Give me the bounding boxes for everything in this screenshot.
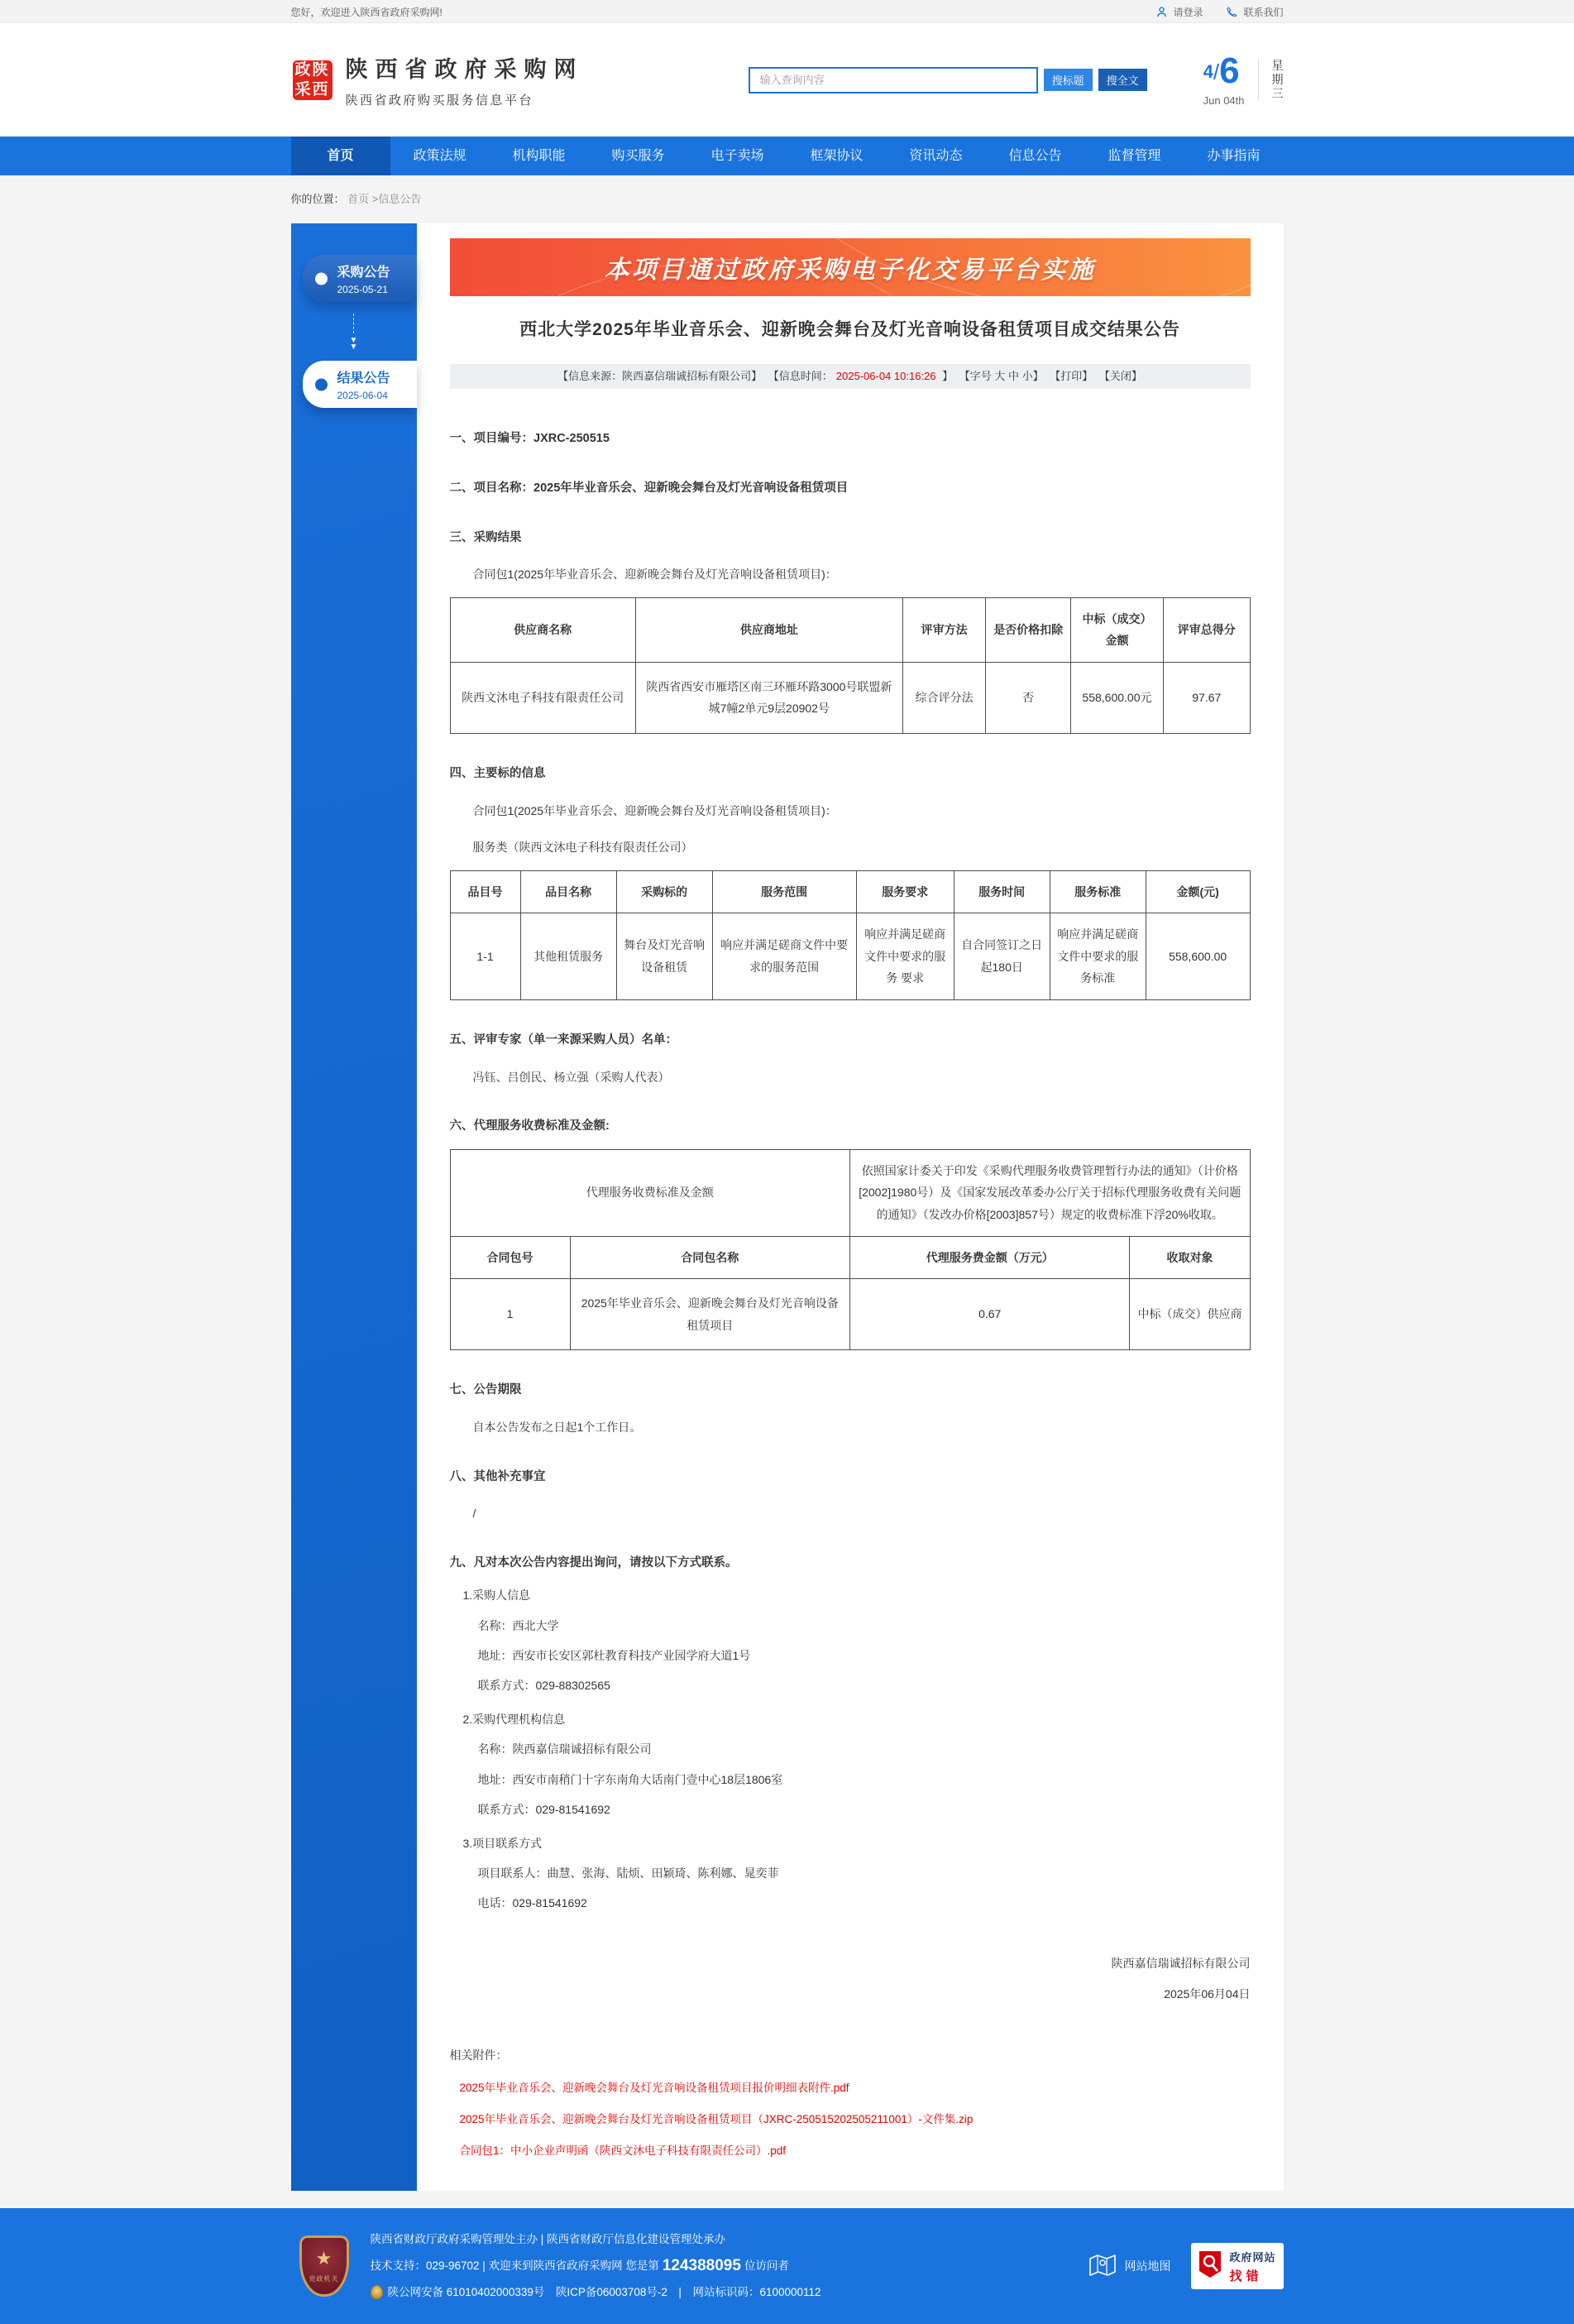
date-day: 6 [1219, 50, 1240, 91]
purchaser-address: 地址：西安市长安区郭杜教育科技产业园学府大道1号 [477, 1648, 751, 1662]
company-signature: 陕西嘉信瑞诚招标有限公司 [1111, 1957, 1251, 1971]
col-header: 金额(元) [1146, 870, 1250, 913]
review-score: 97.67 [1164, 662, 1250, 733]
result-table [450, 597, 1251, 734]
attachment-link[interactable]: 2025年毕业音乐会、迎新晚会舞台及灯光音响设备租赁项目（JXRC-250515202505211001）-文件集.zip [459, 2113, 974, 2126]
header [0, 23, 1574, 137]
section-agency-fee-heading: 六、代理服务收费标准及金额: [449, 1119, 610, 1133]
col-header: 供应商名称 [450, 597, 635, 662]
col-header: 供应商地址 [635, 597, 902, 662]
font-size-controls[interactable]: 【字号 大 中 小】 [959, 370, 1044, 382]
footer-gap [0, 2191, 1574, 2208]
support-text: 技术支持：029-96702 | 欢迎来到陕西省政府采购网 您是第 [370, 2259, 659, 2272]
col-header: 品目号 [450, 870, 520, 913]
nav-item-news[interactable]: 资讯动态 [909, 149, 963, 163]
visitor-count: 124388095 [662, 2256, 741, 2274]
footer-support-line [371, 2255, 821, 2278]
signature-date: 2025年06月04日 [1164, 1986, 1251, 2001]
item-number: 1-1 [450, 913, 520, 1000]
table-row [450, 662, 1250, 733]
topbar [0, 0, 1574, 23]
bullet-dot-icon [315, 272, 328, 285]
visitor-suffix: 位访问者 [744, 2259, 789, 2272]
nav-item-framework-agreement[interactable]: 框架协议 [810, 149, 864, 163]
project-contacts: 项目联系人：曲慧、张海、陆烦、田颖琦、陈利娜、晁奕菲 [477, 1866, 779, 1881]
breadcrumb-separator: > [371, 193, 379, 205]
service-standard: 响应并满足磋商文件中要求的服务标准 [1050, 913, 1146, 1000]
bullet-dot-icon [315, 378, 328, 391]
attachments-title: 相关附件： [449, 2048, 508, 2063]
col-header: 收取对象 [1130, 1236, 1250, 1279]
attachment-link[interactable]: 2025年毕业音乐会、迎新晚会舞台及灯光音响设备租赁项目报价明细表附件.pdf [459, 2082, 849, 2095]
date-english: Jun 04th [1203, 94, 1245, 107]
agency-fee-amount: 0.67 [849, 1279, 1129, 1350]
breadcrumb-prefix: 你的位置： [290, 193, 345, 205]
col-header: 合同包名称 [570, 1236, 849, 1279]
user-icon [1155, 6, 1168, 18]
attachment-link[interactable]: 合同包1：中小企业声明函（陕西文沐电子科技有限责任公司）.pdf [459, 2144, 787, 2158]
group-title: 2.采购代理机构信息 [462, 1713, 566, 1727]
group-title: 3.项目联系方式 [462, 1836, 543, 1850]
col-header: 服务时间 [954, 870, 1050, 913]
nav-item-e-market[interactable]: 电子卖场 [710, 149, 764, 163]
meta-source: 【信息来源：陕西嘉信瑞诚招标有限公司】 [557, 370, 763, 382]
agency-fee-label: 代理服务收费标准及金额 [450, 1149, 849, 1236]
package-number: 1 [450, 1279, 570, 1350]
footer-organizer-line: 陕西省财政厅政府采购管理处主办 | 陕西省财政厅信息化建设管理处承办 [370, 2233, 726, 2246]
col-header: 服务标准 [1050, 870, 1146, 913]
sitemap-link[interactable] [1088, 2253, 1171, 2280]
signature-block [450, 1948, 1251, 2009]
col-header: 服务范围 [712, 870, 856, 913]
date-widget [1203, 50, 1284, 107]
col-header: 评审方法 [902, 597, 986, 662]
logo-text-top: 政陕 [294, 60, 330, 79]
table-header-row [450, 1236, 1250, 1279]
supplier-name: 陕西文沐电子科技有限责任公司 [450, 662, 635, 733]
search-fulltext-button[interactable]: 搜全文 [1098, 69, 1147, 91]
agency-phone: 联系方式：029-81541692 [477, 1802, 610, 1816]
footer-registration-line [371, 2285, 821, 2301]
col-header: 中标（成交）金额 [1070, 597, 1163, 662]
login-link[interactable] [1155, 5, 1203, 19]
supplier-address: 陕西省西安市雁塔区南三环雁环路3000号联盟新城7幢2单元9层20902号 [635, 662, 902, 733]
emblem-star: ★ [315, 2247, 333, 2269]
breadcrumb [291, 175, 1284, 223]
breadcrumb-current: 信息公告 [378, 193, 422, 205]
section-experts-heading: 五、评审专家（单一来源采购人员）名单： [449, 1033, 677, 1047]
search-area [749, 67, 1147, 93]
sitemap-label: 网站地图 [1124, 2259, 1171, 2274]
attachments-section [450, 2047, 1251, 2158]
agency-name: 名称：陕西嘉信瑞诚招标有限公司 [477, 1742, 652, 1756]
site-subtitle: 陕西省政府购买服务信息平台 [345, 93, 534, 108]
section-period-heading: 七、公告期限 [449, 1383, 522, 1397]
col-header: 服务要求 [856, 870, 954, 913]
nav-item-home[interactable]: 首页 [291, 137, 390, 175]
purchaser-name: 名称：西北大学 [477, 1618, 559, 1632]
table-header-row [450, 870, 1250, 913]
nav-item-org-functions[interactable]: 机构职能 [512, 149, 566, 163]
purchaser-info-group [450, 1585, 1251, 1696]
nav-item-purchase-service[interactable]: 购买服务 [611, 149, 665, 163]
nav-item-policy[interactable]: 政策法规 [413, 149, 466, 163]
article-meta-bar [450, 364, 1251, 389]
agency-info-group [450, 1709, 1251, 1820]
sidebar-item-date: 2025-05-21 [337, 284, 388, 295]
subject-package-label: 合同包1(2025年毕业音乐会、迎新晚会舞台及灯光音响设备租赁项目)： [472, 803, 837, 817]
article-main [417, 223, 1284, 2191]
section-subject-heading: 四、主要标的信息 [449, 767, 546, 781]
nav-item-supervision[interactable]: 监督管理 [1108, 149, 1161, 163]
print-button[interactable]: 【打印】 [1050, 370, 1093, 382]
col-header: 是否价格扣除 [986, 597, 1071, 662]
agency-fee-policy: 依照国家计委关于印发《采购代理服务收费管理暂行办法的通知》（计价格[2002]1980号）及《国家发展改革委办公厅关于招标代理服务收费有关问题的通知》（发改办价格[2003]857号）规定的收费标准下浮20%收取。 [849, 1149, 1250, 1236]
section-supplement-heading: 八、其他补充事宜 [449, 1469, 546, 1483]
close-button[interactable]: 【关闭】 [1098, 370, 1142, 382]
col-header: 采购标的 [616, 870, 712, 913]
page-title: 西北大学2025年毕业音乐会、迎新晚会舞台及灯光音响设备租赁项目成交结果公告 [519, 320, 1180, 339]
sidebar-item-result-notice[interactable] [303, 361, 417, 408]
meta-time-close: 】 [939, 370, 954, 382]
supplement-text: / [472, 1507, 476, 1521]
fee-payer: 中标（成交）供应商 [1130, 1279, 1250, 1350]
sidebar [291, 223, 417, 2191]
map-icon [1088, 2253, 1117, 2280]
award-amount: 558,600.00元 [1070, 662, 1163, 733]
service-scope: 响应并满足磋商文件中要求的服务范围 [712, 913, 856, 1000]
nav-item-guide[interactable]: 办事指南 [1207, 149, 1261, 163]
review-method: 综合评分法 [902, 662, 986, 733]
meta-time-label: 【信息时间： [768, 370, 833, 382]
emblem-label: 党政机关 [309, 2274, 339, 2283]
group-title: 1.采购人信息 [462, 1588, 531, 1603]
service-requirement: 响应并满足磋商文件中要求的服务 要求 [856, 913, 954, 1000]
table-row [450, 1149, 1250, 1236]
col-header: 品目名称 [520, 870, 616, 913]
price-deduction: 否 [986, 662, 1071, 733]
project-phone: 电话：029-81541692 [477, 1896, 587, 1910]
login-label: 请登录 [1173, 6, 1203, 18]
footer [0, 2208, 1574, 2324]
sidebar-item-label: 结果公告 [337, 371, 390, 386]
meta-time-value: 2025-06-04 10:16:26 [835, 370, 936, 382]
site-title: 陕西省政府采购网 [345, 57, 584, 82]
sidebar-item-label: 采购公告 [337, 266, 390, 280]
package-name: 2025年毕业音乐会、迎新晚会舞台及灯光音响设备租赁项目 [570, 1279, 849, 1350]
nav-item-announcements[interactable]: 信息公告 [1008, 149, 1062, 163]
phone-icon [1226, 6, 1238, 18]
subject-table [450, 870, 1251, 1000]
result-package-label: 合同包1(2025年毕业音乐会、迎新晚会舞台及灯光音响设备租赁项目)： [472, 568, 837, 582]
date-slash: / [1213, 60, 1220, 84]
public-security-badge-icon [371, 2285, 383, 2299]
search-input[interactable] [749, 67, 1038, 93]
error-box-line1: 政府网站 [1229, 2250, 1276, 2264]
section-project-number: 一、项目编号：JXRC-250515 [449, 432, 610, 445]
purchaser-phone: 联系方式：029-88302565 [477, 1678, 610, 1692]
breadcrumb-bar [0, 175, 1574, 223]
amount: 558,600.00 [1146, 913, 1250, 1000]
flow-arrow-icon: ▼ ▼ [291, 314, 417, 351]
agency-fee-table [450, 1149, 1251, 1351]
project-contact-group [450, 1833, 1251, 1914]
website-error-report-button[interactable] [1191, 2243, 1284, 2289]
section-project-name: 二、项目名称：2025年毕业音乐会、迎新晚会舞台及灯光音响设备租赁项目 [449, 481, 849, 495]
section-result-heading: 三、采购结果 [449, 530, 522, 544]
main-nav [0, 137, 1574, 175]
procurement-subject: 舞台及灯光音响设备租赁 [616, 913, 712, 1000]
breadcrumb-home-link[interactable]: 首页 [347, 193, 370, 205]
logo-text-bottom: 采西 [294, 80, 330, 98]
table-row [450, 1279, 1250, 1350]
sidebar-item-date: 2025-06-04 [337, 390, 388, 401]
platform-banner [450, 238, 1251, 296]
col-header: 评审总得分 [1164, 597, 1250, 662]
banner-text: 本项目通过政府采购电子化交易平台实施 [604, 256, 1096, 284]
col-header: 代理服务费金额（万元） [849, 1236, 1129, 1279]
experts-list: 冯钰、吕创民、杨立强（采购人代表） [472, 1070, 670, 1084]
site-logo-seal [291, 59, 334, 102]
col-header: 合同包号 [450, 1236, 570, 1279]
welcome-text: 您好，欢迎进入陕西省政府采购网! [290, 6, 443, 18]
date-month: 4 [1203, 61, 1213, 82]
item-name: 其他租赁服务 [520, 913, 616, 1000]
content-area [291, 223, 1284, 2191]
weekday-label: 星 期 三 [1258, 59, 1284, 101]
section-contact-heading: 九、凡对本次公告内容提出询问，请按以下方式联系。 [449, 1555, 738, 1569]
search-title-button[interactable]: 搜标题 [1044, 69, 1093, 91]
table-header-row [450, 597, 1250, 662]
party-government-emblem-icon [299, 2235, 349, 2297]
service-period: 自合同签订之日起180日 [954, 913, 1050, 1000]
registration-text: 陕公网安备 61010402000339号 陕ICP备06003708号-2 | 网站标识码：6100000112 [387, 2285, 821, 2298]
contact-label: 联系我们 [1243, 6, 1284, 18]
contact-link[interactable] [1226, 5, 1283, 19]
agency-address: 地址：西安市南稍门十字东南角大话南门壹中心18层1806室 [477, 1772, 783, 1786]
table-row [450, 913, 1250, 1000]
error-finder-icon [1198, 2250, 1222, 2283]
error-box-line2: 找错 [1229, 2269, 1263, 2283]
period-text: 自本公告发布之日起1个工作日。 [472, 1421, 642, 1435]
subject-service-label: 服务类（陕西文沐电子科技有限责任公司） [472, 841, 693, 855]
sidebar-item-procurement-notice[interactable] [303, 255, 417, 302]
